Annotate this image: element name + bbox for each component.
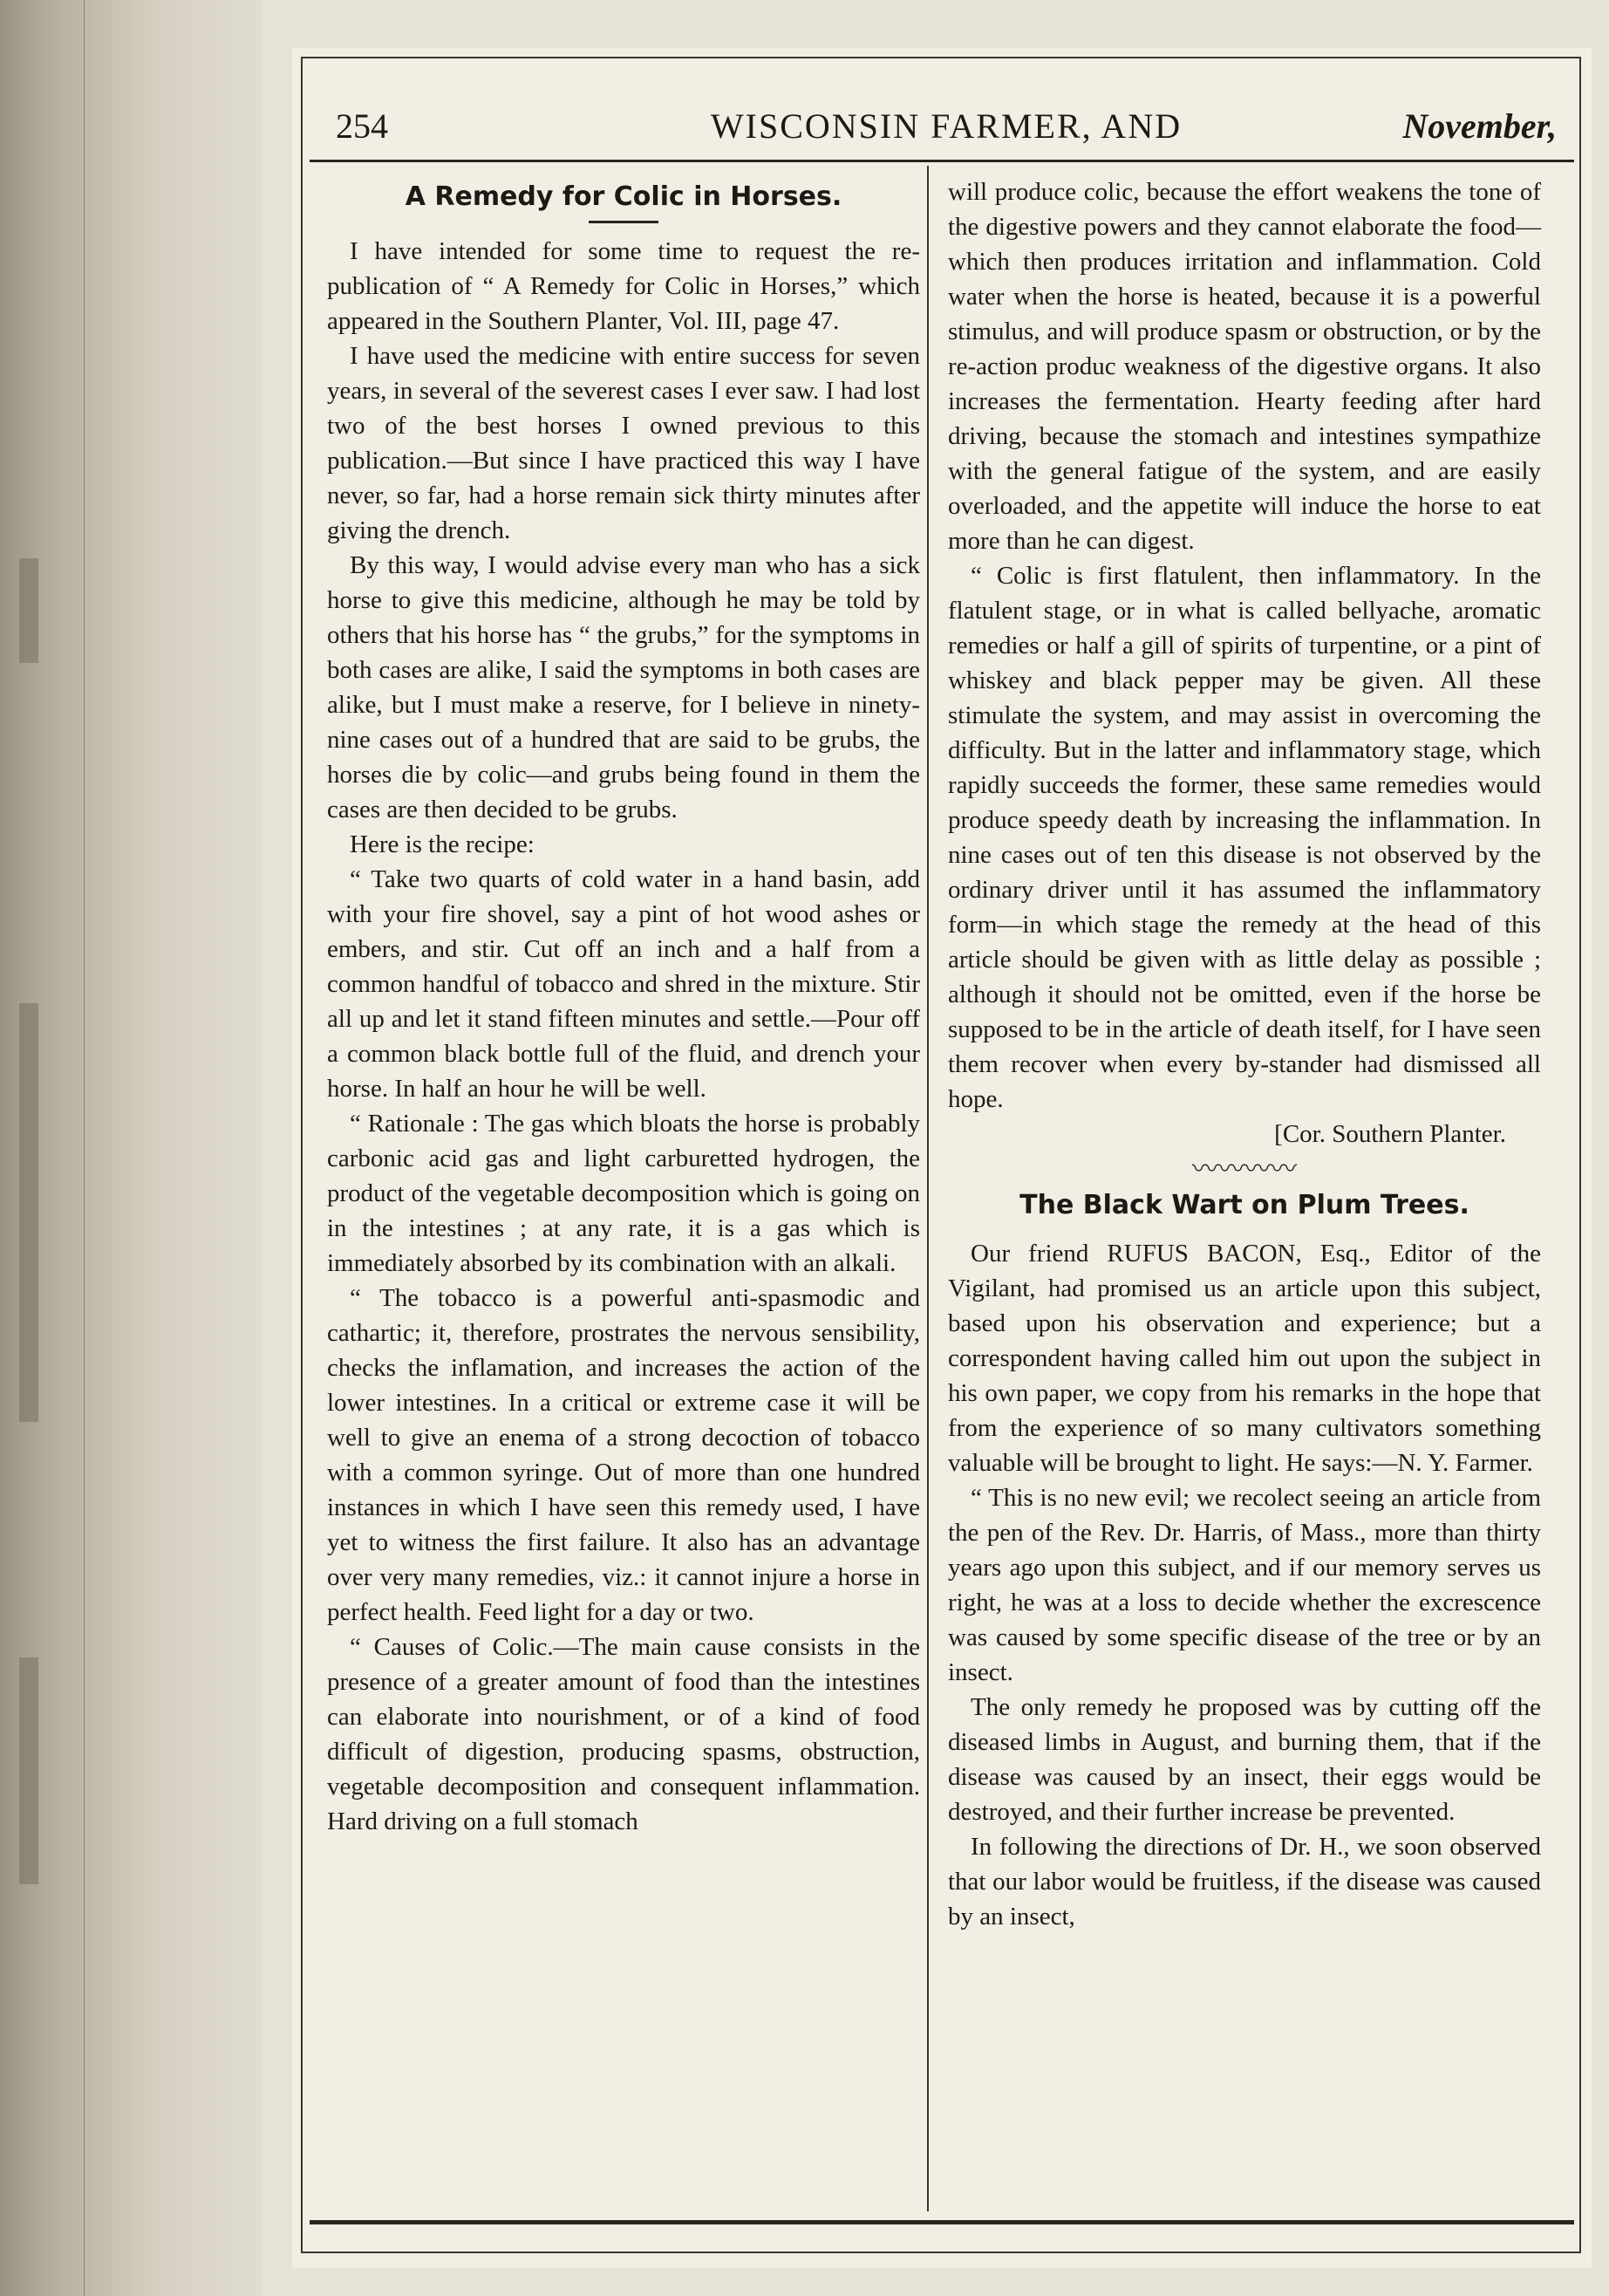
paragraph: I have intended for some time to request the re-publication of “ A Remedy for Colic in Horses,” which appeared in the Southern Planter, Vol. III, page 47. — [327, 237, 920, 335]
column-divider — [927, 166, 929, 2211]
paragraph: The only remedy he proposed was by cutting off the diseased limbs in August, and burning them, that if the disease was caused by an insect, their eggs would be destroyed, and their further increase be prevented. — [948, 1693, 1541, 1826]
paragraph: “ Causes of Colic.—The main cause consists in the presence of a greater amount of food than the intestines can elaborate into nourishment, or of a kind of food difficult of digestion, producing spasms, obstruction, vegetable decomposition and consequent inflammation. Hard driving on a full stomach — [327, 1633, 920, 1835]
article-title-black-wart: The Black Wart on Plum Trees. — [1019, 1190, 1469, 1220]
paragraph: “ The tobacco is a powerful anti-spasmodic and cathartic; it, therefore, prostrates the nervous sensibility, checks the inflamation, and increases the action of the lower intestines. In a critical or extreme case it will be well to give an enema of a strong decoction of tobacco with a common syringe. Out of more than one hundred instances in which I have seen this remedy used, I have yet to witness the first failure. It also has an advantage over very many remedies, viz.: it cannot injure a horse in perfect health. Feed light for a day or two. — [327, 1284, 920, 1626]
paragraph: will produce colic, because the effort weakens the tone of the digestive powers and they cannot elaborate the food—which then produces irritation and inflammation. Cold water when the horse is heated, because it is a powerful stimulus, and will produce spasm or obstruction, or by the re-action produc weakness of the digestive organs. It also increases the fermentation. Hearty feeding after hard driving, because the stomach and intestines sympathize with the general fatigue of the system, and are easily overloaded, and the appetite will induce the horse to eat more than he can digest. — [948, 178, 1541, 555]
binding-stamp — [19, 1003, 38, 1422]
title-rule — [589, 221, 658, 223]
newspaper-page — [292, 48, 1592, 2268]
page-number: 254 — [336, 106, 388, 146]
header-rule — [310, 160, 1574, 162]
paragraph: I have used the medicine with entire success for seven years, in several of the severest cases I ever saw. I had lost two of the best horses I owned previous to this publication.—But since I have practiced this way I have never, so far, had a horse remain sick thirty minutes after giving the drench. — [327, 342, 920, 544]
paragraph: By this way, I would advise every man who has a sick horse to give this medicine, although he may be told by others that his horse has “ the grubs,” for the symptoms in both cases are alike, I said the symptoms in both cases are alike, but I must make a reserve, for I believe in ninety-nine cases out of a hundred that are said to be grubs, the horses die by colic—and grubs being found in them the cases are then decided to be grubs. — [327, 551, 920, 823]
issue-month: November, — [1402, 106, 1557, 146]
footer-rule — [310, 2220, 1574, 2224]
paragraph: “ This is no new evil; we recolect seeing an article from the pen of the Rev. Dr. Harris, of Mass., more than thirty years ago upon this subject, and if our memory serves us right, he was at a loss to decide whether the excrescence was caused by some specific disease of the tree or by an insect. — [948, 1484, 1541, 1686]
binding-stamp — [19, 558, 38, 663]
paragraph: “ Colic is first flatulent, then inflammatory. In the flatulent stage, or in what is called bellyache, aromatic remedies or half a gill of spirits of turpentine, or a pint of whiskey and black pepper may be given. All these stimulate the system, and may assist in overcoming the difficulty. But in the latter and inflammatory stage, which rapidly succeeds the former, these same remedies would produce speedy death by increasing the inflammation. In nine cases out of ten this disease is not observed by the ordinary driver until it has assumed the inflammatory form—in which stage the remedy at the head of this article should be given with as little delay as possible ; although it should not be omitted, even if the horse be supposed to be in the article of death itself, for I have seen them recover when every by-stander had dismissed all hope. — [948, 562, 1541, 1113]
paragraph: “ Rationale : The gas which bloats the horse is probably carbonic acid gas and light carburetted hydrogen, the product of the vegetable decomposition which is going on in the intestines ; at any rate, it is a gas which is immediately absorbed by its combination with an alkali. — [327, 1110, 920, 1277]
page-header — [336, 90, 1557, 160]
article-title-colic: A Remedy for Colic in Horses. — [405, 181, 842, 212]
binding-stamp — [19, 1657, 38, 1884]
paragraph: Our friend RUFUS BACON, Esq., Editor of the Vigilant, had promised us an article upon this subject, based upon his observation and experience; but a correspondent having called him out upon the subject in his own paper, we copy from his remarks in the hope that from the experience of so many cultivators something valuable will be brought to light. He says:—N. Y. Farmer. — [948, 1240, 1541, 1477]
paragraph: Here is the recipe: — [350, 830, 535, 858]
book-binding — [0, 0, 262, 2296]
spacer — [948, 1229, 1541, 1236]
ornamental-divider: 〰〰〰〰 — [1192, 1155, 1297, 1184]
paragraph: “ Take two quarts of cold water in a hand basin, add with your fire shovel, say a pint of hot wood ashes or embers, and stir. Cut off an inch and a half from a common handful of tobacco and shred in the mixture. Stir all up and let it stand fifteen minutes and settle.—Pour off a common black bottle full of the fluid, and drench your horse. In half an hour he will be well. — [327, 865, 920, 1103]
paragraph: In following the directions of Dr. H., we soon observed that our labor would be fruitless, if the disease was caused by an insect, — [948, 1833, 1541, 1930]
source-signature: [Cor. Southern Planter. — [1274, 1120, 1506, 1148]
left-column — [327, 174, 920, 1839]
binding-edge — [84, 0, 85, 2296]
right-column — [948, 174, 1541, 1934]
running-title: WISCONSIN FARMER, AND — [710, 106, 1183, 146]
